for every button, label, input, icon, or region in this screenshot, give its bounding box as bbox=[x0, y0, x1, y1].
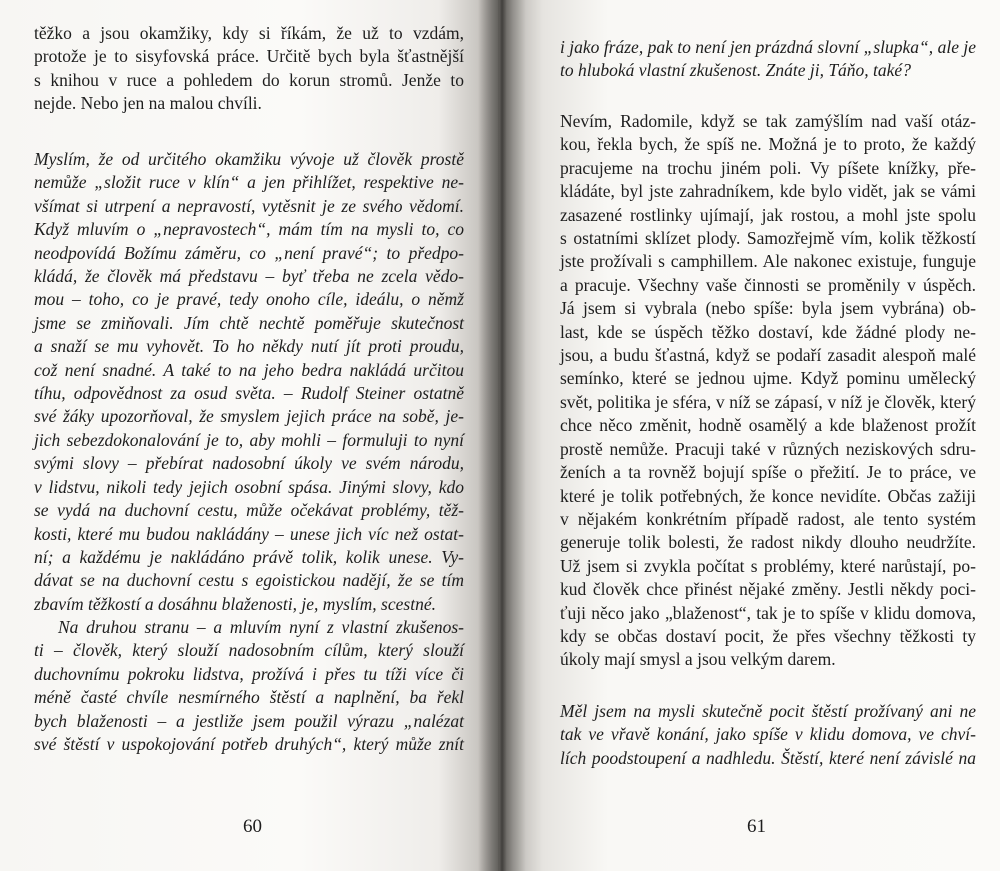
text-line: s ostatními sklízet plody. Samozřejmě vím, kolik těžkostí bbox=[560, 228, 976, 249]
text-line: v lidstvu, nikoli tedy jejich osobní spása. Jinými slovy, kdo bbox=[34, 476, 464, 497]
text-line: zasazené rostlinky ujímají, jak rostou, a mohl jste spolu bbox=[560, 204, 976, 225]
text-line: Nevím, Radomile, když se tak zamýšlím nad vaší otáz- bbox=[560, 111, 976, 131]
text-line: a pracuje. Všechny vaše činnosti se proměnily v úspěch. bbox=[560, 274, 976, 295]
text-line: jste prožívali s camphillem. Ale nakonec existuje, funguje bbox=[560, 251, 976, 272]
text-line: kládá, že člověk má představu – byť třeba ne zcela vědo- bbox=[34, 266, 464, 287]
text-line: ťuji něco jako „blaženost“, tak je to spíše v klidu domova, bbox=[560, 602, 976, 623]
text-line: i jako fráze, pak to není jen prázdná slovní „slupka“, ale je bbox=[560, 37, 976, 57]
page-number-right: 61 bbox=[747, 816, 766, 837]
text-line: úkoly mají smysl a jsou velkým darem. bbox=[560, 649, 836, 670]
text-line: kud člověk chce přinést nějaké změny. Jestli někdy poci- bbox=[560, 579, 976, 600]
text-line: se vydá na duchovní cestu, může očekávat problémy, těž- bbox=[34, 500, 464, 521]
text-line: prostě nemůže. Pracuji také v různých neziskových sdru- bbox=[560, 438, 976, 459]
text-line: Když mluvím o „nepravostech“, mám tím na mysli to, co bbox=[34, 219, 464, 240]
text-line: ti – člověk, který slouží nadosobním cílům, který slouží bbox=[34, 640, 464, 661]
text-line: ní; a každému je nakládáno právě tolik, kolik unese. Vy- bbox=[34, 546, 464, 567]
text-line: chce něco změnit, hodně osamělý a kde blaženost prožít bbox=[560, 415, 976, 436]
text-line: méně časté chvíle nesmírného štěstí a naplnění, ba řekl bbox=[34, 687, 464, 708]
text-line: generuje tolik bolesti, že radost nikdy dlouho neudržíte. bbox=[560, 532, 976, 553]
text-line: a snaží se mu vyhovět. To ho někdy nutí jít proti proudu, bbox=[34, 336, 464, 357]
left-paragraph-2 bbox=[34, 148, 464, 616]
text-line: s knihou v ruce a pohledem do korun stromů. Jenže to bbox=[34, 69, 464, 90]
right-paragraph-2 bbox=[560, 110, 976, 672]
text-line: kou, řekla bych, že spíš ne. Možná je to proto, že každý bbox=[560, 134, 976, 155]
text-line: své žáky upozorňoval, že smyslem jejich práce na sobě, je- bbox=[34, 406, 464, 427]
text-line: Už jsem si zvykla počítat s problémy, které narůstají, po- bbox=[560, 555, 976, 576]
text-line: kdy se občas dostaví pocit, že přes všechny těžkosti ty bbox=[560, 625, 976, 646]
text-line: bych blaženosti – a jestliže jsem použil výrazu „nalézat bbox=[34, 710, 464, 731]
text-line: všímat si utrpení a nepravostí, vytěsnit je ze svého vědomí. bbox=[34, 195, 464, 216]
text-line: Na druhou stranu – a mluvím nyní z vlastní zkušenos- bbox=[58, 617, 464, 637]
right-paragraph-3 bbox=[560, 700, 976, 770]
text-line: lích poodstoupení a nadhledu. Štěstí, které není závislé na bbox=[560, 747, 976, 768]
text-line: neodpovídá Božímu záměru, co „není pravé“; to předpo- bbox=[34, 242, 464, 263]
text-line: Měl jsem na mysli skutečně pocit štěstí prožívaný ani ne bbox=[560, 701, 976, 721]
text-line: které je tolik potřebných, že konce nevidíte. Občas zažiji bbox=[560, 485, 976, 506]
text-line: Myslím, že od určitého okamžiku vývoje už člověk prostě bbox=[34, 149, 464, 169]
text-line: kládáte, byl jste zahradníkem, kde bylo vidět, jak se vámi bbox=[560, 181, 976, 202]
text-line: ženích a ta rovněž bojují spíše o přežití. Je to práce, ve bbox=[560, 462, 976, 483]
left-page bbox=[0, 0, 498, 871]
text-line: last, kde se úspěch těžko dostaví, kde žádné plody ne- bbox=[560, 321, 976, 342]
text-line: tíhu, odpovědnost za osud světa. – Rudolf Steiner ostatně bbox=[34, 383, 464, 404]
text-line: zbavím těžkostí a dosáhnu blaženosti, je, myslím, scestné. bbox=[34, 593, 436, 614]
text-line: mou – toho, co je pravé, tedy onoho cíle, ideálu, o němž bbox=[34, 289, 464, 310]
text-line: duchovnímu pokroku lidstva, prožívá i přes tu tíži více či bbox=[34, 663, 464, 684]
text-line: svými slovy – přebírat nadosobní úkoly ve svém národu, bbox=[34, 453, 464, 474]
text-line: jich sebezdokonalování je to, aby mohli – formuluji to nyní bbox=[34, 429, 464, 450]
text-line: svět, politika je sféra, v níž se zápasí, v níž je člověk, který bbox=[560, 391, 976, 412]
text-line: pracujeme na trochu jiném poli. Vy píšete knížky, pře- bbox=[560, 157, 976, 178]
text-line: to hluboká vlastní zkušenost. Znáte ji, Táňo, také? bbox=[560, 60, 911, 81]
text-line: nejde. Nebo jen na malou chvíli. bbox=[34, 93, 262, 114]
left-paragraph-3 bbox=[34, 616, 464, 756]
page-number-left: 60 bbox=[243, 816, 262, 837]
text-line: jsou, a budu šťastná, když se podaří zasadit alespoň malé bbox=[560, 345, 976, 366]
left-paragraph-1 bbox=[34, 22, 464, 116]
text-line: nemůže „složit ruce v klín“ a jen přihlížet, respektive ne- bbox=[34, 172, 464, 193]
text-line: kosti, které mu budou nakládány – unese jich víc než ostat- bbox=[34, 523, 464, 544]
text-line: Já jsem si vybrala (nebo spíše: byla jsem vybrána) ob- bbox=[560, 298, 976, 319]
text-line: těžko a jsou okamžiky, kdy si říkám, že už to vzdám, bbox=[34, 23, 464, 43]
text-line: jsme se zmiňovali. Jím chtě nechtě poměřuje skutečnost bbox=[34, 312, 464, 333]
text-line: své štěstí v uspokojování potřeb druhých“, který může znít bbox=[34, 734, 464, 755]
text-line: což není snadné. A také to na jeho bedra nakládá určitou bbox=[34, 359, 464, 380]
text-line: dávat se na duchovní cestu s egoistickou nadějí, že se tím bbox=[34, 570, 464, 591]
right-paragraph-1 bbox=[560, 36, 976, 83]
text-line: protože je to sisyfovská práce. Určitě bych byla šťastnější bbox=[34, 46, 464, 67]
text-line: tak ve vřavě konání, jako spíše v klidu domova, ve chví- bbox=[560, 724, 976, 745]
right-page bbox=[498, 0, 1000, 871]
text-line: semínko, které se jednou ujme. Když pominu umělecký bbox=[560, 368, 976, 389]
text-line: v nějakém konkrétním případě radost, ale tento systém bbox=[560, 508, 976, 529]
